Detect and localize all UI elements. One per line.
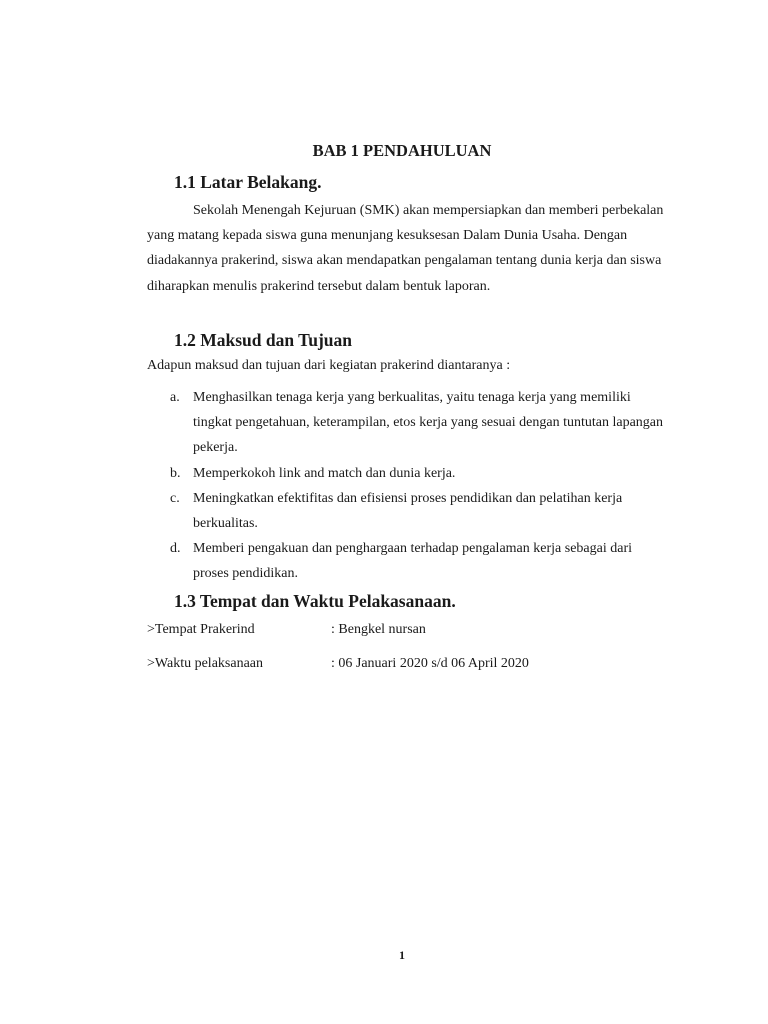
list-item-text: Meningkatkan efektifitas dan efisiensi proses pendidikan dan pelatihan kerja berkualitas. [193,490,623,532]
latar-belakang-paragraph: Sekolah Menengah Kejuruan (SMK) akan mempersiapkan dan memberi perbekalan yang matang kepada siswa guna menunjang kesuksesan Dalam Dunia Usaha. Dengan diadakannya prakerind, siswa akan mendapatkan pengalaman tentang dunia kerja dan siswa diharapkan menulis prakerind tersebut dalam bentuk laporan. [147,203,664,294]
chapter-title: BAB 1 PENDAHULUAN [312,141,492,160]
info-value: : Bengkel nursan [331,622,426,637]
list-item-text: Memberi pengakuan dan penghargaan terhadap pengalaman kerja sebagai dari proses pendidikan. [193,541,632,582]
list-item [170,461,670,486]
list-item [170,486,670,536]
list-item [170,385,670,461]
info-label: >Tempat Prakerind [147,622,255,637]
list-item [170,536,670,586]
section-heading-latar-belakang: 1.1 Latar Belakang. [174,172,322,192]
info-value: : 06 Januari 2020 s/d 06 April 2020 [331,656,529,671]
list-item-text: Menghasilkan tenaga kerja yang berkualitas, yaitu tenaga kerja yang memiliki tingkat pengetahuan, keterampilan, etos kerja yang sesuai dengan tuntutan lapangan pekerja. [193,390,664,456]
list-marker: b. [170,465,181,481]
list-item-text: Memperkokoh link and match dan dunia kerja. [193,465,456,481]
list-marker: c. [170,490,180,506]
list-marker: a. [170,390,180,405]
section-heading-tempat-waktu: 1.3 Tempat dan Waktu Pelakasanaan. [174,591,456,611]
maksud-tujuan-list [170,385,670,587]
page-number: 1 [399,948,405,962]
maksud-tujuan-intro: Adapun maksud dan tujuan dari kegiatan prakerind diantaranya : [147,358,511,373]
info-label: >Waktu pelaksanaan [147,656,263,671]
list-marker: d. [170,541,181,557]
section-heading-maksud-tujuan: 1.2 Maksud dan Tujuan [174,330,353,350]
